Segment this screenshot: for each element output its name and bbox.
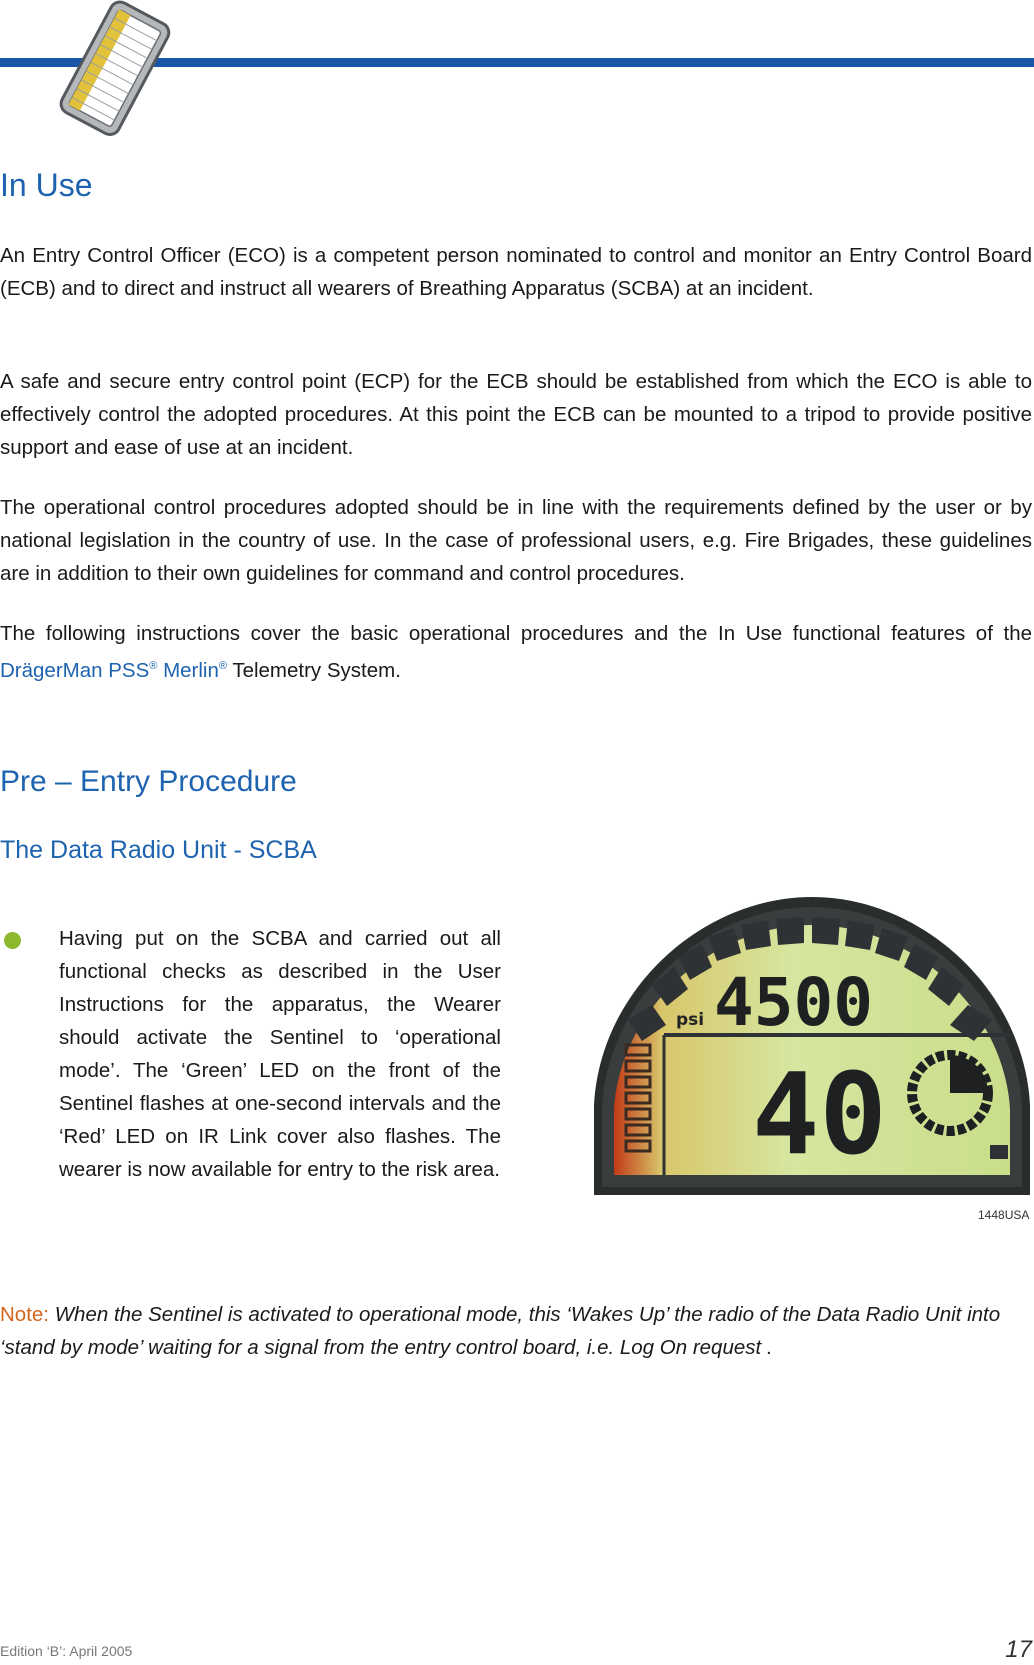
paragraph-procedures: The operational control procedures adopted should be in line with the requirements defined by the user or by national legislation in the country of use. In the case of professional users, e.g. Fire Brigades, these guidelines are in addition to their own guidelines for command and control procedures. (0, 496, 1032, 585)
section-title-pre-entry: Pre – Entry Procedure (0, 765, 297, 798)
note-text: When the Sentinel is activated to operational mode, this ‘Wakes Up’ the radio of the Data Radio Unit into ‘stand by mode’ waiting for a signal from the entry control board, i.e. Log On request . (0, 1303, 1001, 1359)
paragraph-instructions (0, 617, 1032, 687)
registered-mark: ® (218, 660, 227, 672)
pressure-readout: 4500 (714, 964, 873, 1041)
note-label: Note: (0, 1303, 49, 1326)
paragraph-ecp: A safe and secure entry control point (ECP) for the ECB should be established from which the ECO is able to effectively control the adopted procedures. At this point the ECB can be mounted to a tripod to provide positive support and ease of use at an incident. (0, 370, 1032, 459)
pressure-unit: psi (676, 1010, 705, 1030)
subsection-title: The Data Radio Unit - SCBA (0, 836, 317, 864)
brand-pss: DrägerMan PSS (0, 658, 150, 682)
brand-merlin: Merlin (157, 658, 219, 682)
brand-name (0, 659, 227, 682)
note (0, 1298, 1032, 1364)
entry-control-board-icon (44, 0, 184, 140)
time-readout: 40 (752, 1050, 887, 1180)
paragraph-eco: An Entry Control Officer (ECO) is a competent person nominated to control and monitor an Entry Control Board (ECB) and to direct and instruct all wearers of Breathing Apparatus (SCBA) at an incident. (0, 244, 1032, 300)
registered-mark: ® (149, 660, 158, 672)
paragraph-text: Telemetry System. (227, 658, 401, 682)
edition-label: Edition ‘B’: April 2005 (0, 1643, 133, 1659)
page-number: 17 (1005, 1636, 1032, 1663)
bullet-text: Having put on the SCBA and carried out all functional checks as described in the User Instructions for the apparatus, the Wearer should activate the Sentinel to ‘operational mode’. The ‘Green’ LED on the front of the Sentinel flashes at one-second intervals and the ‘Red’ LED on IR Link cover also flashes. The wearer is now available for entry to the risk area. (59, 927, 501, 1181)
paragraph-text: The following instructions cover the basic operational procedures and the In Use functional features of the (0, 622, 1032, 645)
sentinel-gauge-display (592, 895, 1032, 1205)
bullet-dot-icon (4, 932, 21, 949)
section-title-in-use: In Use (0, 167, 93, 203)
image-code: 1448USA (978, 1208, 1030, 1222)
